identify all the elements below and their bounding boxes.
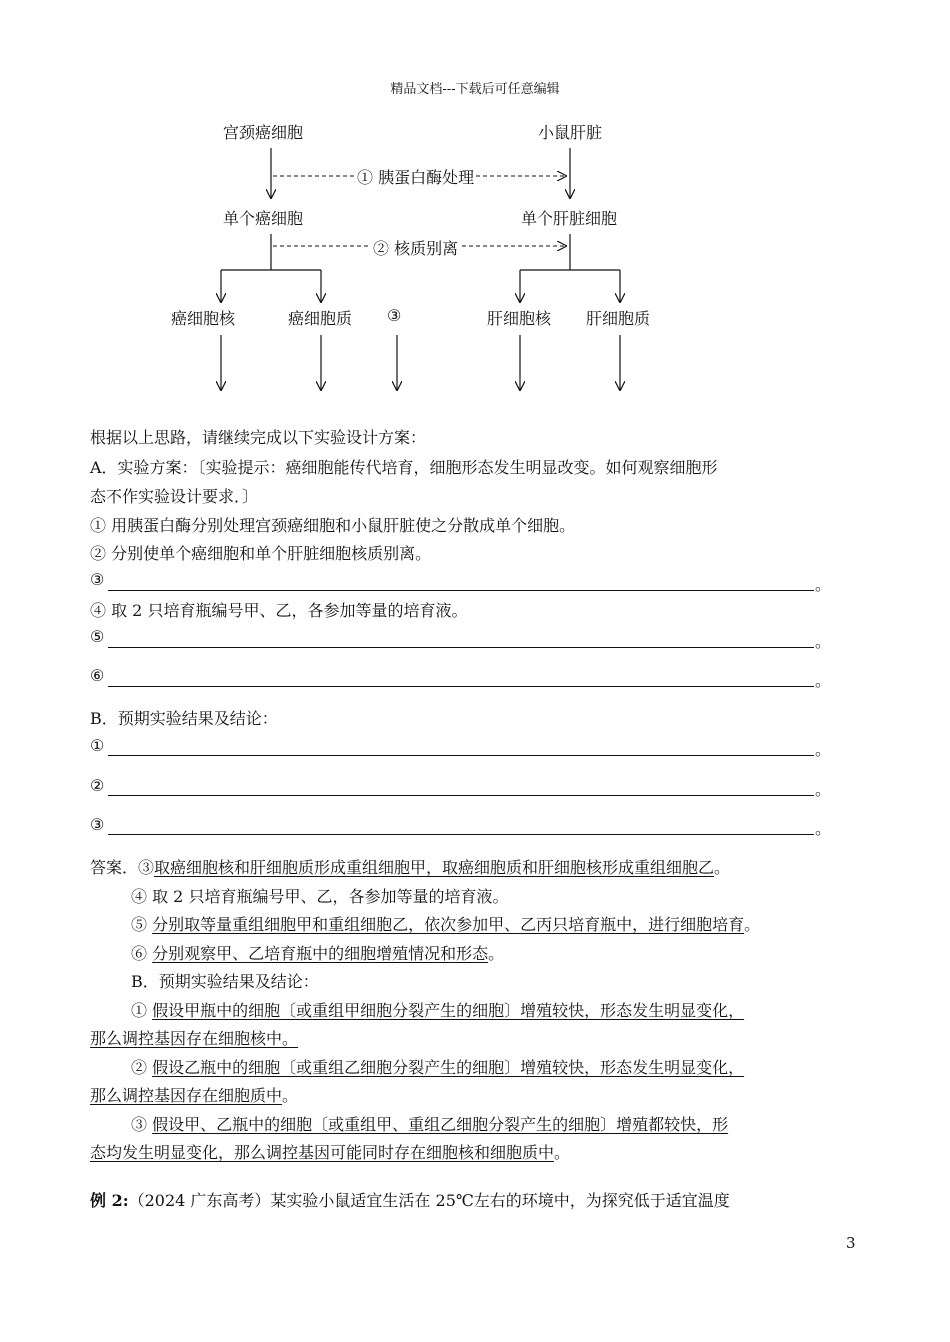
label-cancer-nucleus: 癌细胞核 — [171, 309, 236, 328]
answer-section-b-title: B．预期实验结果及结论： — [131, 972, 319, 991]
blank-step-3 — [108, 590, 814, 591]
conclusion-2-text-b: 那么调控基因存在细胞质中 — [90, 1086, 283, 1105]
conclusion-2-line1: ② 假设乙瓶中的细胞〔或重组乙细胞分裂产生的细胞〕增殖较快，形态发生明显变化， — [131, 1058, 745, 1077]
label-step1-trypsin: ① 胰蛋白酶处理 — [355, 165, 476, 188]
flow-diagram — [0, 0, 950, 410]
example-2-label: 例 2: — [90, 1191, 129, 1210]
intro-text: 根据以上思路，请继续完成以下实验设计方案： — [90, 428, 427, 447]
conclusion-1-line1: ① 假设甲瓶中的细胞〔或重组甲细胞分裂产生的细胞〕增殖较快，形态发生明显变化， — [131, 1001, 745, 1020]
step-5-num: ⑤ — [90, 627, 105, 646]
label-single-cancer-cell: 单个癌细胞 — [223, 209, 304, 228]
conclusion-3-line1: ③ 假设甲、乙瓶中的细胞〔或重组甲、重组乙细胞分裂产生的细胞〕增殖都较快，形 — [131, 1115, 729, 1134]
step-3-num: ③ — [90, 570, 105, 589]
blank-result-2 — [108, 795, 814, 796]
example-2-text: （2024 广东高考）某实验小鼠适宜生活在 25℃左右的环境中，为探究低于适宜温度 — [128, 1191, 730, 1210]
blank-step-6 — [108, 686, 814, 687]
answer-3-text: 取癌细胞核和肝细胞质形成重组细胞甲，取癌细胞质和肝细胞核形成重组细胞乙 — [154, 858, 715, 877]
conclusion-3-line2: 态均发生明显变化，那么调控基因可能同时存在细胞核和细胞质中。 — [90, 1143, 571, 1162]
label-step3: ③ — [387, 306, 402, 325]
answer-4: ④ 取 2 只培育瓶编号甲、乙，各参加等量的培育液。 — [131, 887, 509, 906]
answer-line-5: ⑤ 分别取等量重组细胞甲和重组细胞乙，依次参加甲、乙丙只培育瓶中，进行细胞培育。 — [131, 915, 761, 934]
result-1-num: ① — [90, 736, 105, 755]
result-3-num: ③ — [90, 815, 105, 834]
answer-line-6: ⑥ 分别观察甲、乙培育瓶中的细胞增殖情况和形态。 — [131, 944, 505, 963]
step-1: ① 用胰蛋白酶分别处理宫颈癌细胞和小鼠肝脏使之分散成单个细胞。 — [90, 516, 576, 535]
example-2 — [90, 1188, 730, 1211]
label-liver-nucleus: 肝细胞核 — [487, 309, 552, 328]
step-2: ② 分别使单个癌细胞和单个肝脏细胞核质别离。 — [90, 544, 432, 563]
plan-a-line2: 态不作实验设计要求．〕 — [90, 487, 259, 506]
label-step2-separation: ② 核质别离 — [371, 236, 460, 259]
conclusion-1-text-a: 假设甲瓶中的细胞〔或重组甲细胞分裂产生的细胞〕增殖较快，形态发生明显变化， — [152, 1001, 745, 1020]
page-number: 3 — [846, 1234, 856, 1252]
conclusion-2-text-a: 假设乙瓶中的细胞〔或重组乙细胞分裂产生的细胞〕增殖较快，形态发生明显变化， — [152, 1058, 745, 1077]
label-cancer-cytoplasm: 癌细胞质 — [288, 309, 353, 328]
answer-label: 答案．③ — [90, 858, 155, 877]
step-6-num: ⑥ — [90, 666, 105, 685]
section-b-title: B．预期实验结果及结论： — [90, 709, 278, 728]
answer-line-3: 答案．③取癌细胞核和肝细胞质形成重组细胞甲，取癌细胞质和肝细胞核形成重组细胞乙。 — [90, 858, 731, 877]
answer-5-text: 分别取等量重组细胞甲和重组细胞乙，依次参加甲、乙丙只培育瓶中，进行细胞培育 — [152, 915, 745, 934]
plan-a-line1: A．实验方案：〔实验提示：癌细胞能传代培育，细胞形态发生明显改变。如何观察细胞形 — [90, 458, 718, 477]
conclusion-3-text-b: 态均发生明显变化，那么调控基因可能同时存在细胞核和细胞质中 — [90, 1143, 555, 1162]
label-mouse-liver: 小鼠肝脏 — [538, 123, 603, 142]
blank-result-3 — [108, 834, 814, 835]
label-liver-cytoplasm: 肝细胞质 — [586, 309, 651, 328]
blank-step-5 — [108, 647, 814, 648]
conclusion-1-line2: 那么调控基因存在细胞核中。 — [90, 1029, 299, 1048]
conclusion-3-text-a: 假设甲、乙瓶中的细胞〔或重组甲、重组乙细胞分裂产生的细胞〕增殖都较快，形 — [152, 1115, 729, 1134]
label-cervical-cancer-cells: 宫颈癌细胞 — [223, 123, 304, 142]
blank-result-1 — [108, 755, 814, 756]
conclusion-2-line2: 那么调控基因存在细胞质中。 — [90, 1086, 299, 1105]
result-2-num: ② — [90, 776, 105, 795]
answer-6-text: 分别观察甲、乙培育瓶中的细胞增殖情况和形态 — [152, 944, 489, 963]
step-4: ④ 取 2 只培育瓶编号甲、乙，各参加等量的培育液。 — [90, 601, 468, 620]
page-header: 精品文档---下载后可任意编辑 — [390, 82, 560, 97]
label-single-liver-cell: 单个肝脏细胞 — [521, 209, 618, 228]
